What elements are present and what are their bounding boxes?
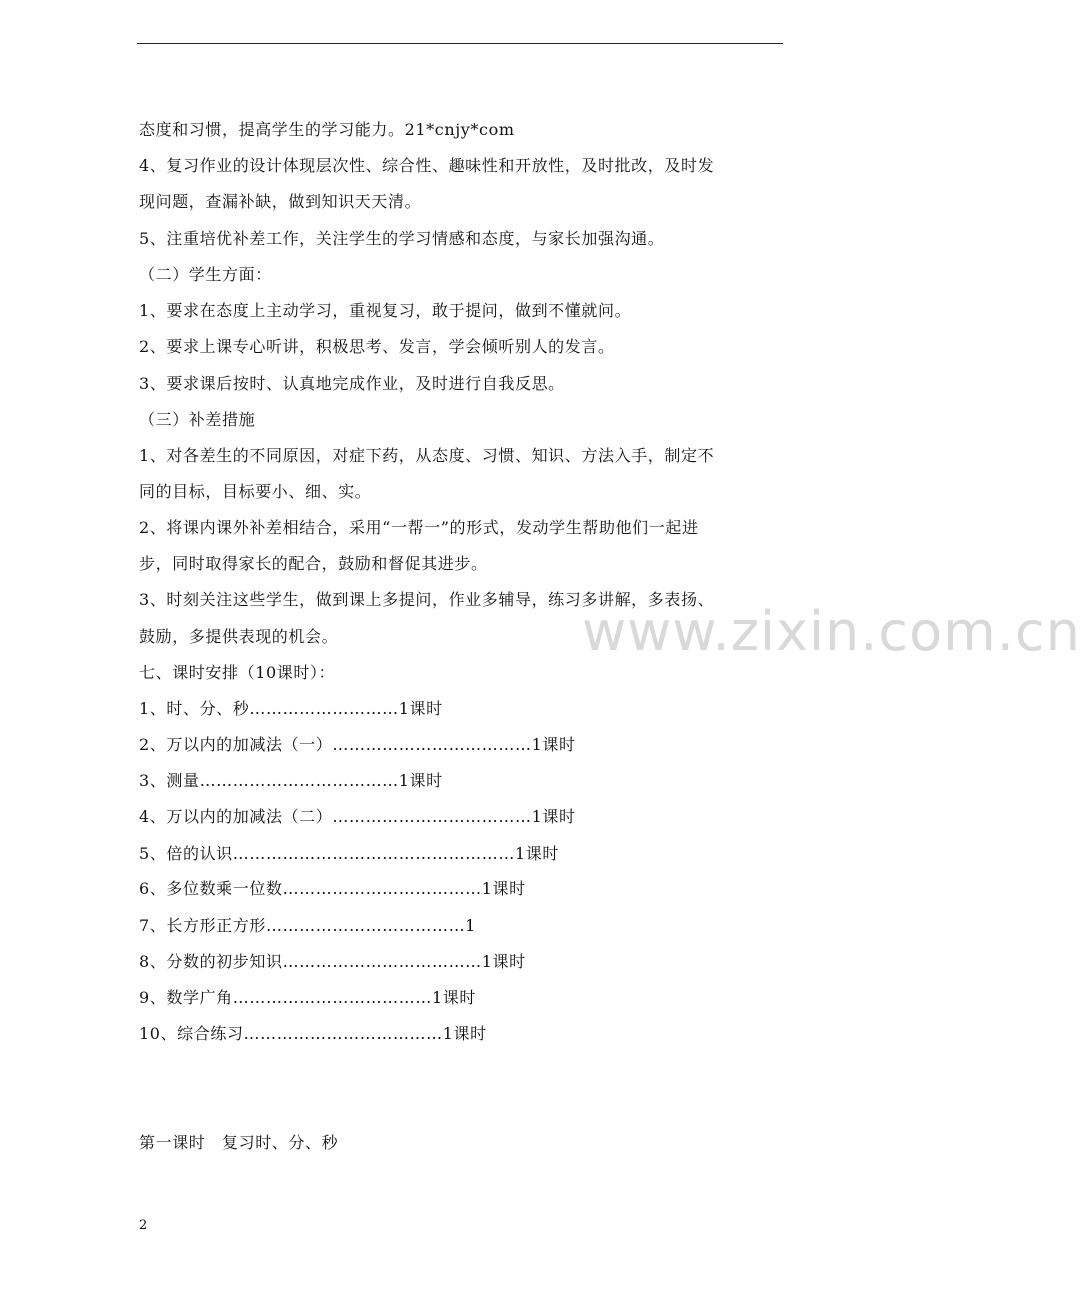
schedule-item: 8、分数的初步知识………………………………1课时 — [139, 952, 526, 971]
schedule-item: 3、测量………………………………1课时 — [139, 771, 443, 790]
text-line: 步，同时取得家长的配合，鼓励和督促其进步。 — [139, 554, 488, 573]
text-line: 4、复习作业的设计体现层次性、综合性、趣味性和开放性，及时批改，及时发 — [139, 156, 715, 175]
section-heading: （三）补差措施 — [139, 410, 256, 429]
text-line: 2、要求上课专心听讲，积极思考、发言，学会倾听别人的发言。 — [139, 337, 615, 356]
schedule-item: 7、长方形正方形………………………………1 — [139, 916, 476, 935]
text-line: 2、将课内课外补差相结合，采用“一帮一”的形式，发动学生帮助他们一起进 — [139, 518, 699, 537]
schedule-item: 2、万以内的加减法（一）………………………………1课时 — [139, 735, 576, 754]
schedule-item: 5、倍的认识……………………………………………1课时 — [139, 844, 559, 863]
schedule-item: 10、综合练习………………………………1课时 — [139, 1024, 487, 1043]
lesson-title: 第一课时 复习时、分、秒 — [139, 1133, 339, 1152]
section-heading: 七、课时安排（10课时）： — [139, 663, 336, 682]
header-rule — [137, 43, 783, 44]
text-line: 同的目标，目标要小、细、实。 — [139, 482, 372, 501]
text-line: 3、要求课后按时、认真地完成作业，及时进行自我反思。 — [139, 374, 565, 393]
text-line: 态度和习惯，提高学生的学习能力。21*cnjy*com — [139, 120, 515, 139]
schedule-item: 6、多位数乘一位数………………………………1课时 — [139, 879, 526, 898]
text-line: 1、要求在态度上主动学习，重视复习，敢于提问，做到不懂就问。 — [139, 301, 632, 320]
section-heading: （二）学生方面： — [139, 265, 272, 284]
text-line: 鼓励，多提供表现的机会。 — [139, 627, 339, 646]
schedule-item: 4、万以内的加减法（二）………………………………1课时 — [139, 807, 576, 826]
text-line: 1、对各差生的不同原因，对症下药，从态度、习惯、知识、方法入手，制定不 — [139, 446, 715, 465]
text-line: 现问题，查漏补缺，做到知识天天清。 — [139, 192, 422, 211]
text-line: 3、时刻关注这些学生，做到课上多提问，作业多辅导，练习多讲解，多表扬、 — [139, 590, 715, 609]
page-number: 2 — [139, 1218, 148, 1233]
schedule-item: 9、数学广角………………………………1课时 — [139, 988, 476, 1007]
text-line: 5、注重培优补差工作，关注学生的学习情感和态度，与家长加强沟通。 — [139, 229, 665, 248]
watermark: www.zixin.com.cn — [582, 600, 1081, 663]
schedule-item: 1、时、分、秒………………………1课时 — [139, 699, 443, 718]
